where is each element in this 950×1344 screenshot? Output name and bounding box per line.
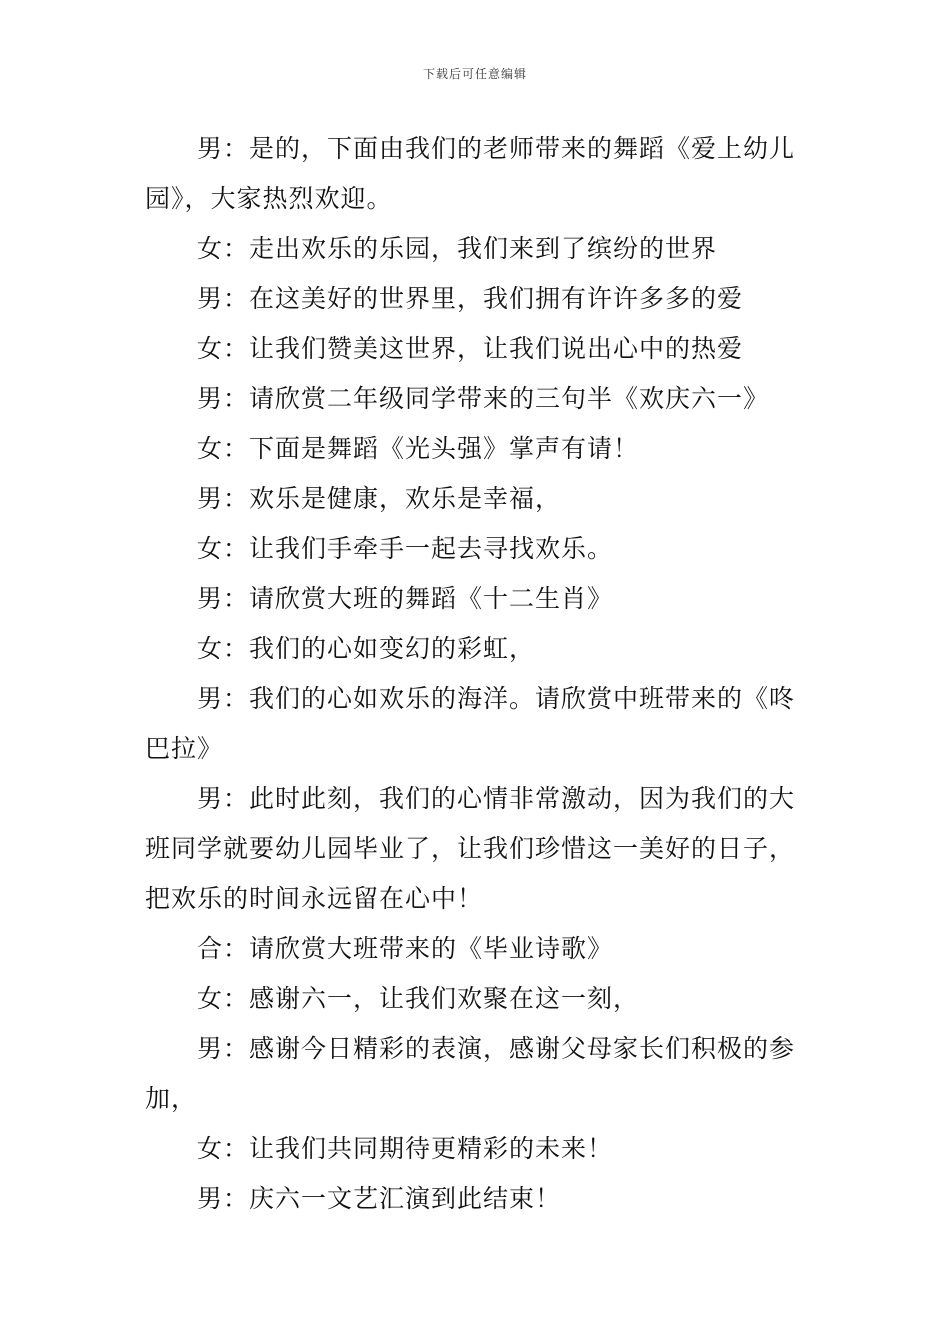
paragraph: 男：欢乐是健康，欢乐是幸福， <box>197 484 562 513</box>
paragraph: 男：请欣赏大班的舞蹈《十二生肖》 <box>197 584 614 613</box>
paragraph: 男：我们的心如欢乐的海洋。请欣赏中班带来的《咚巴拉》 <box>145 684 796 763</box>
paragraph: 男：此时此刻，我们的心情非常激动，因为我们的大班同学就要幼儿园毕业了，让我们珍惜这一美好的日子，把欢乐的时间永远留在心中！ <box>145 784 796 913</box>
paragraph: 男：在这美好的世界里，我们拥有许许多多的爱 <box>197 284 744 313</box>
paragraph: 男：庆六一文艺汇演到此结束！ <box>197 1184 562 1213</box>
page-header: 下载后可任意编辑 <box>422 67 527 81</box>
paragraph: 合：请欣赏大班带来的《毕业诗歌》 <box>197 934 614 963</box>
paragraph: 女：下面是舞蹈《光头强》掌声有请！ <box>197 434 640 463</box>
paragraph: 女：感谢六一，让我们欢聚在这一刻， <box>197 984 640 1013</box>
paragraph: 男：感谢今日精彩的表演，感谢父母家长们积极的参加， <box>145 1034 796 1113</box>
paragraph: 女：让我们共同期待更精彩的未来！ <box>197 1134 614 1163</box>
paragraph: 男：请欣赏二年级同学带来的三句半《欢庆六一》 <box>197 384 770 413</box>
paragraph: 男：是的，下面由我们的老师带来的舞蹈《爱上幼儿园》，大家热烈欢迎。 <box>145 134 796 213</box>
paragraph: 女：让我们赞美这世界，让我们说出心中的热爱 <box>197 334 744 363</box>
document-body <box>145 124 807 1224</box>
paragraph: 女：让我们手牵手一起去寻找欢乐。 <box>197 534 614 563</box>
paragraph: 女：走出欢乐的乐园，我们来到了缤纷的世界 <box>197 234 718 263</box>
paragraph: 女：我们的心如变幻的彩虹， <box>197 634 536 663</box>
